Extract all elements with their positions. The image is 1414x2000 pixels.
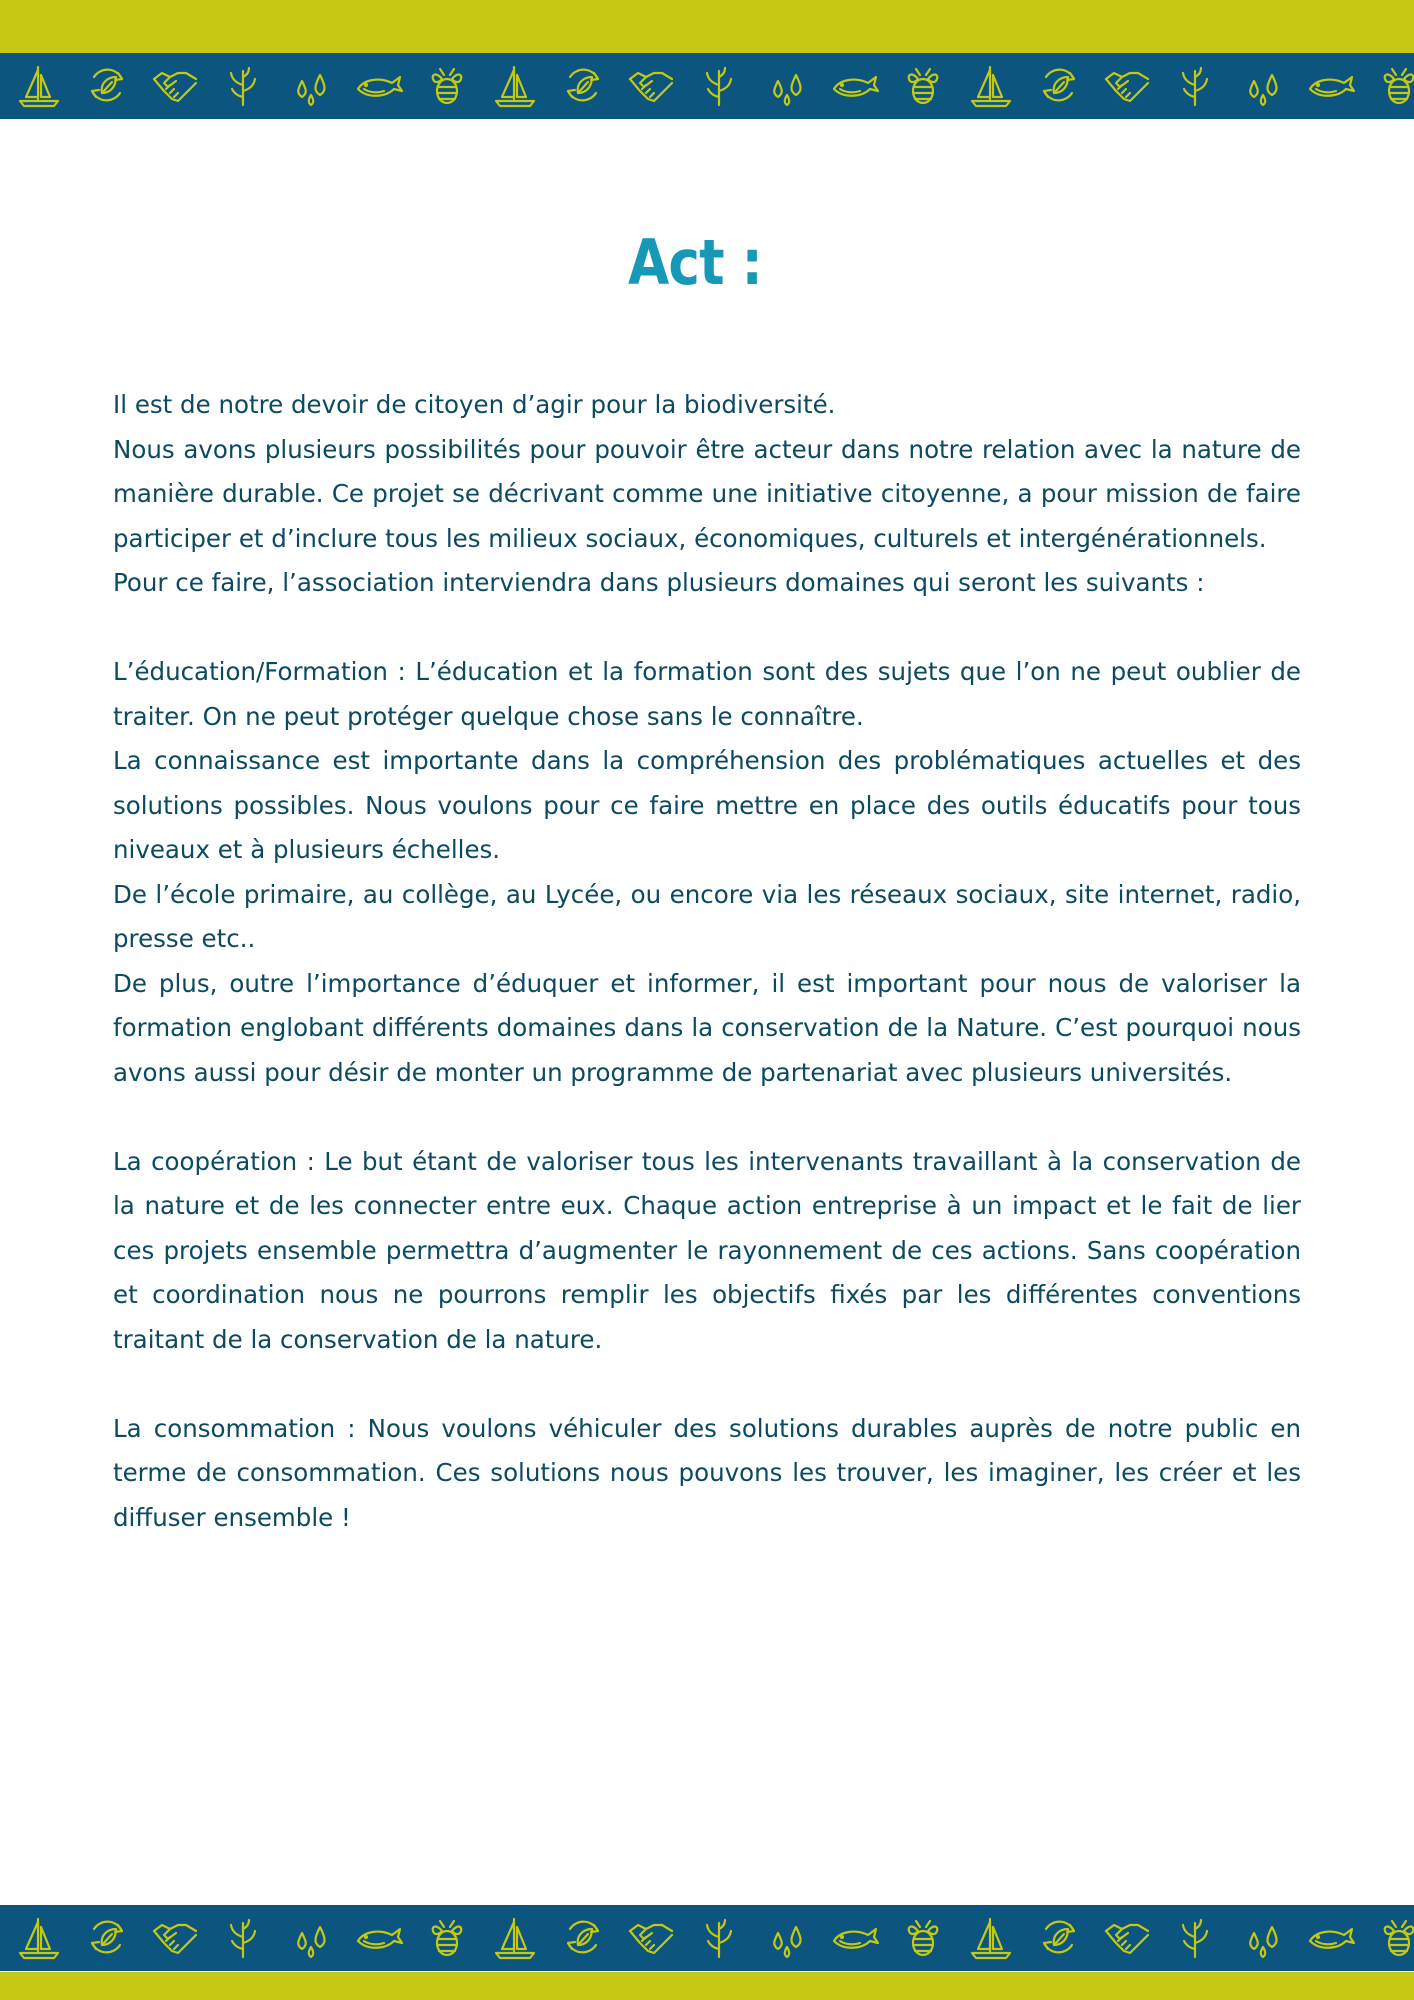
plant-sprout-icon [218, 61, 268, 111]
recycle-leaf-icon [1034, 61, 1084, 111]
water-drops-icon [762, 61, 812, 111]
paragraph-education: L’éducation/Formation : L’éducation et la formation sont des sujets que l’on ne peut oublier de traiter. On ne peut protéger quelque chose sans le connaître. [113, 657, 1301, 731]
plant-sprout-icon [694, 1913, 744, 1963]
paragraph-schools: De l’école primaire, au collège, au Lycée, ou encore via les réseaux sociaux, site internet, radio, presse etc.. [113, 879, 1301, 953]
whale-icon [830, 1913, 880, 1963]
handshake-icon [150, 61, 200, 111]
whale-icon [354, 61, 404, 111]
bee-icon [898, 61, 948, 111]
whale-icon [830, 61, 880, 111]
handshake-icon [1102, 61, 1152, 111]
paragraph-domains-intro: Pour ce faire, l’association interviendra dans plusieurs domaines qui seront les suivants : [113, 568, 1205, 597]
plant-sprout-icon [218, 1913, 268, 1963]
whale-icon [1306, 61, 1356, 111]
recycle-leaf-icon [558, 61, 608, 111]
paragraph-knowledge: La connaissance est importante dans la compréhension des problématiques actuelles et des solutions possibles. Nous voulons pour ce faire mettre en place des outils éducatifs pour tous niveaux et à plusieurs échelles. [113, 746, 1301, 864]
plant-sprout-icon [1170, 1913, 1220, 1963]
whale-icon [354, 1913, 404, 1963]
bottom-icon-row [0, 1905, 1414, 1971]
recycle-leaf-icon [82, 1913, 132, 1963]
spacer [113, 606, 1301, 651]
water-drops-icon [286, 61, 336, 111]
water-drops-icon [1238, 1913, 1288, 1963]
handshake-icon [626, 1913, 676, 1963]
sailboat-icon [966, 1913, 1016, 1963]
sailboat-icon [490, 1913, 540, 1963]
bee-icon [1374, 1913, 1414, 1963]
paragraph-intro: Il est de notre devoir de citoyen d’agir pour la biodiversité. [113, 390, 836, 419]
handshake-icon [626, 61, 676, 111]
water-drops-icon [762, 1913, 812, 1963]
paragraph-possibilities: Nous avons plusieurs possibilités pour pouvoir être acteur dans notre relation avec la nature de manière durable. Ce projet se décrivant comme une initiative citoyenne, a pour mission de faire participer et d’inclure tous les milieux sociaux, économiques, culturels et intergénérationnels. [113, 434, 1301, 553]
sailboat-icon [14, 1913, 64, 1963]
recycle-leaf-icon [82, 61, 132, 111]
bottom-pattern-band [0, 1905, 1414, 1971]
sailboat-icon [490, 61, 540, 111]
paragraph-training: De plus, outre l’importance d’éduquer et informer, il est important pour nous de valoriser la formation englobant différents domaines dans la conservation de la Nature. C’est pourquoi nous avons aussi pour désir de monter un programme de partenariat avec plusieurs universités. [113, 968, 1301, 1087]
top-pattern-band [0, 53, 1414, 119]
spacer [113, 1095, 1301, 1140]
paragraph-consumption: La consommation : Nous voulons véhiculer des solutions durables auprès de notre public en terme de consommation. Ces solutions nous pouvons les trouver, les imaginer, les créer et les diffuser ensemble ! [113, 1413, 1301, 1532]
bee-icon [422, 61, 472, 111]
bottom-lime-band [0, 1972, 1414, 2000]
whale-icon [1306, 1913, 1356, 1963]
bee-icon [422, 1913, 472, 1963]
body-text [113, 383, 1301, 1540]
top-icon-row [0, 53, 1414, 119]
handshake-icon [150, 1913, 200, 1963]
handshake-icon [1102, 1913, 1152, 1963]
plant-sprout-icon [1170, 61, 1220, 111]
recycle-leaf-icon [1034, 1913, 1084, 1963]
bee-icon [1374, 61, 1414, 111]
plant-sprout-icon [694, 61, 744, 111]
top-lime-band [0, 0, 1414, 53]
paragraph-cooperation: La coopération : Le but étant de valoriser tous les intervenants travaillant à la conservation de la nature et de les connecter entre eux. Chaque action entreprise à un impact et le fait de lier ces projets ensemble permettra d’augmenter le rayonnement de ces actions. Sans coopération et coordination nous ne pourrons remplir les objectifs fixés par les différentes conventions traitant de la conservation de la nature. [113, 1146, 1301, 1354]
sailboat-icon [14, 61, 64, 111]
sailboat-icon [966, 61, 1016, 111]
bee-icon [898, 1913, 948, 1963]
water-drops-icon [286, 1913, 336, 1963]
water-drops-icon [1238, 61, 1288, 111]
recycle-leaf-icon [558, 1913, 608, 1963]
page-title: Act : [628, 226, 762, 299]
spacer [113, 1362, 1301, 1407]
